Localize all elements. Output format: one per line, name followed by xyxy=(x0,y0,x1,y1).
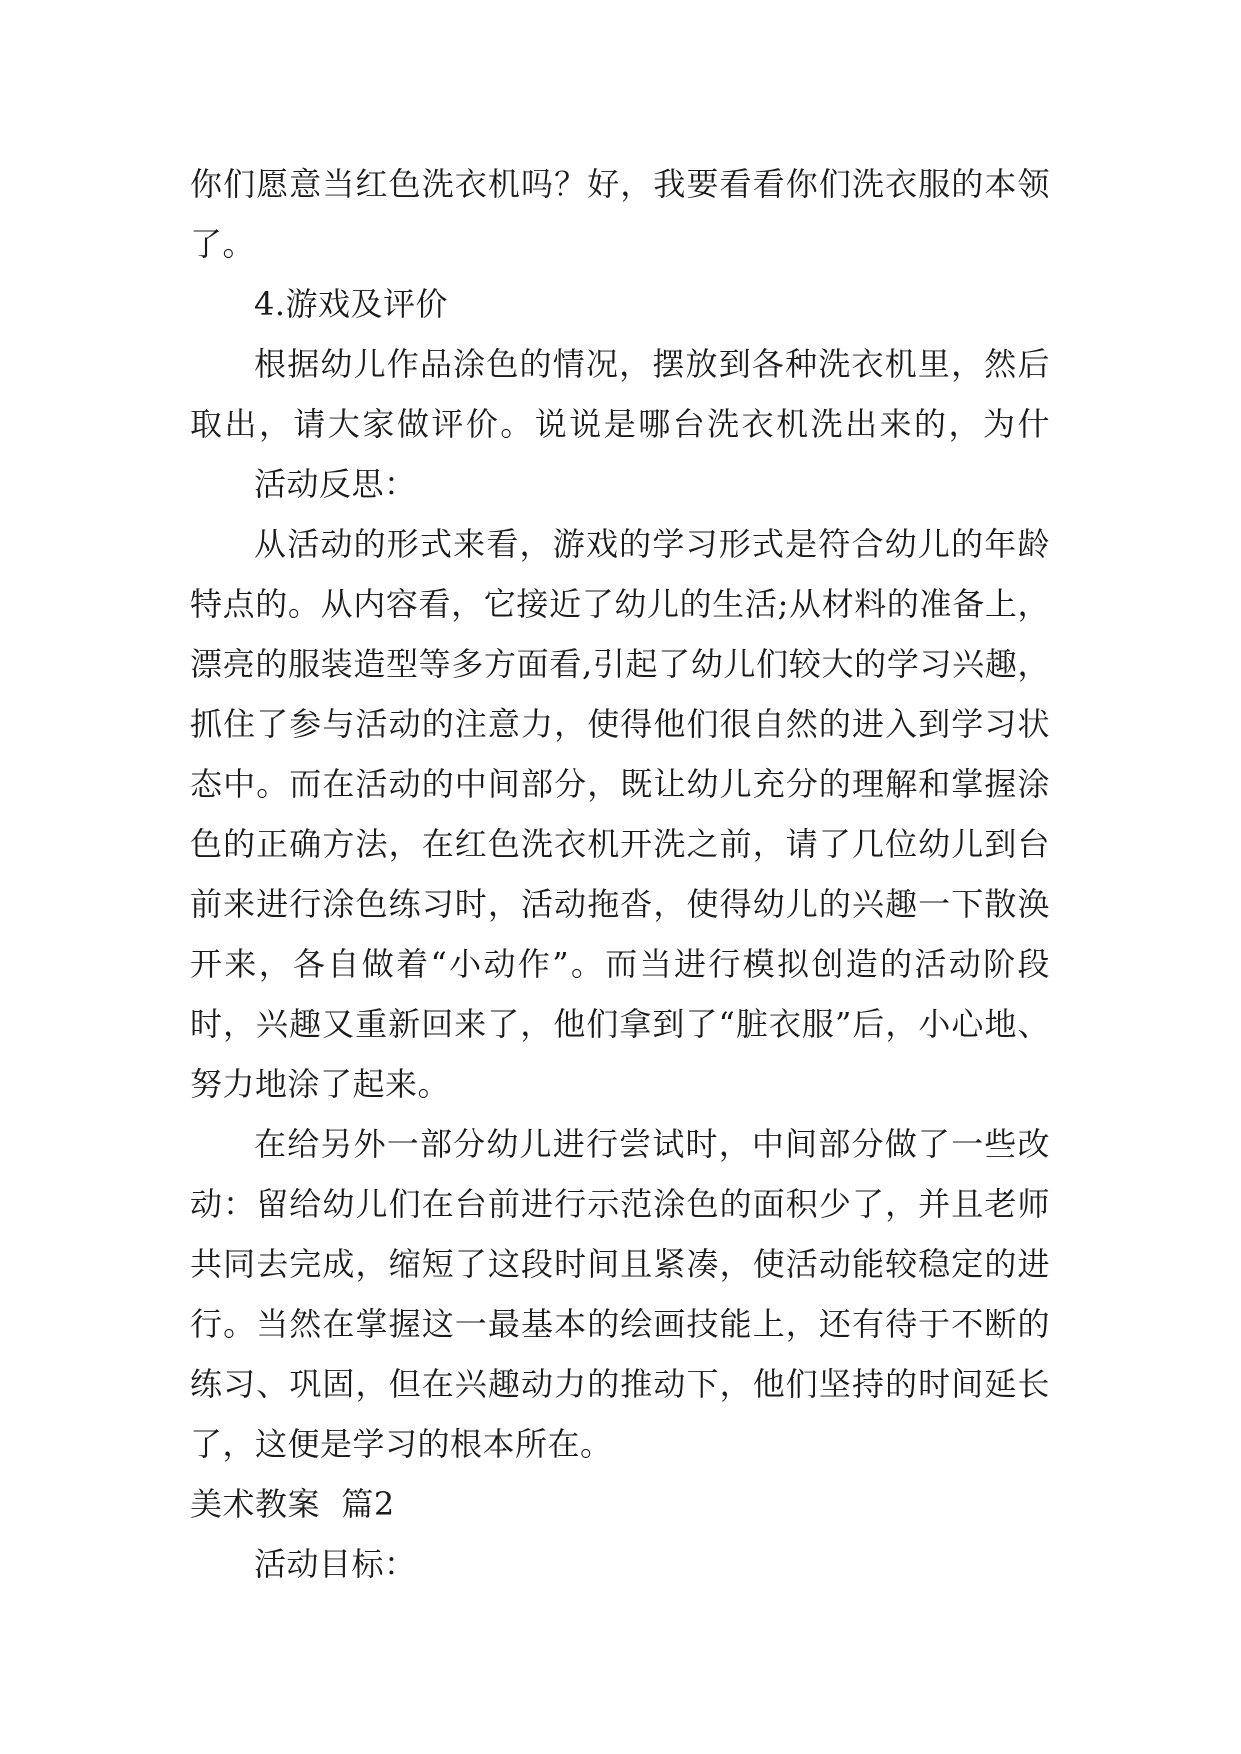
text-line: 从活动的形式来看，游戏的学习形式是符合幼儿的年龄 xyxy=(254,525,1050,563)
text-line: 色的正确方法，在红色洗衣机开洗之前，请了几位幼儿到台 xyxy=(190,825,1050,863)
text-line: 漂亮的服装造型等多方面看,引起了幼儿们较大的学习兴趣， xyxy=(190,645,1050,683)
section-heading: 活动反思： xyxy=(254,465,417,503)
text-line: 取出，请大家做评价。说说是哪台洗衣机洗出来的，为什 xyxy=(190,405,1050,443)
text-line: 动：留给幼儿们在台前进行示范涂色的面积少了，并且老师 xyxy=(190,1185,1050,1223)
text-line: 抓住了参与活动的注意力，使得他们很自然的进入到学习状 xyxy=(190,705,1050,743)
text-line: 开来，各自做着“小动作”。而当进行模拟创造的活动阶段 xyxy=(190,945,1050,983)
text-line: 了。 xyxy=(190,225,256,263)
text-line: 你们愿意当红色洗衣机吗？好，我要看看你们洗衣服的本领 xyxy=(190,165,1050,203)
text-line: 了，这便是学习的根本所在。 xyxy=(190,1425,613,1463)
text-line: 在给另外一部分幼儿进行尝试时，中间部分做了一些改 xyxy=(254,1125,1050,1163)
text-line: 行。当然在掌握这一最基本的绘画技能上，还有待于不断的 xyxy=(190,1305,1050,1343)
section-title: 美术教案 篇2 xyxy=(190,1485,395,1523)
section-heading: 活动目标： xyxy=(254,1545,417,1583)
text-line: 共同去完成，缩短了这段时间且紧凑，使活动能较稳定的进 xyxy=(190,1245,1050,1283)
text-line: 态中。而在活动的中间部分，既让幼儿充分的理解和掌握涂 xyxy=(190,765,1050,803)
text-line: 特点的。从内容看，它接近了幼儿的生活;从材料的准备上， xyxy=(190,585,1050,623)
text-line: 努力地涂了起来。 xyxy=(190,1065,451,1103)
section-heading: 4.游戏及评价 xyxy=(254,285,449,323)
text-line: 前来进行涂色练习时，活动拖沓，使得幼儿的兴趣一下散涣 xyxy=(190,885,1050,923)
text-line: 根据幼儿作品涂色的情况，摆放到各种洗衣机里，然后 xyxy=(254,345,1050,383)
text-line: 时，兴趣又重新回来了，他们拿到了“脏衣服”后，小心地、 xyxy=(190,1005,1050,1043)
text-line: 练习、巩固，但在兴趣动力的推动下，他们坚持的时间延长 xyxy=(190,1365,1050,1403)
